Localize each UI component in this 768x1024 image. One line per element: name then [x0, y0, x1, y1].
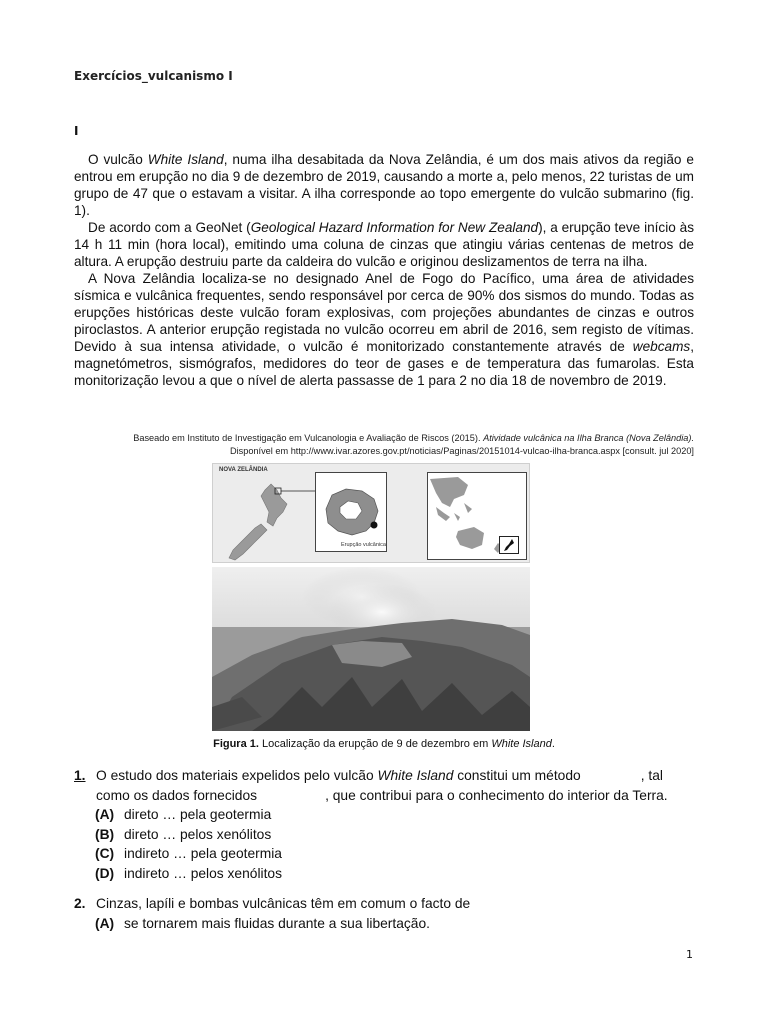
question-2-text: Cinzas, lapíli e bombas vulcânicas têm em comum o facto de — [96, 896, 471, 911]
option-letter: (A) — [95, 915, 115, 931]
location-map — [212, 463, 530, 563]
page-number: 1 — [686, 948, 693, 961]
paragraph-3 — [74, 270, 694, 389]
option-text: se tornarem mais fluidas durante a sua libertação. — [124, 915, 430, 931]
italic-term: webcams — [632, 339, 691, 354]
questions — [74, 766, 694, 933]
question-2 — [74, 894, 694, 914]
question-1-text-c: , tal como os dados fornecidos — [96, 768, 663, 803]
volcano-aerial-photo — [212, 567, 530, 731]
question-2-options — [74, 914, 694, 934]
question-1 — [74, 766, 694, 805]
option-text: indireto … pelos xenólitos — [124, 865, 282, 881]
text-run: ), a erupção teve início às 14 h 11 min (hora local), emitindo uma coluna de cinzas que atingiu várias centenas de metros de altura. A erupção destruiu parte da caldeira do vulcão e originou deslizamentos de terra na ilha. — [74, 220, 694, 269]
text-run: De acordo com a GeoNet ( — [88, 220, 251, 235]
option-1c[interactable] — [95, 844, 694, 864]
option-1d[interactable] — [95, 864, 694, 884]
option-letter: (B) — [95, 826, 115, 842]
white-island-map — [316, 473, 388, 553]
figure-caption — [74, 738, 694, 750]
text-run: A Nova Zelândia localiza-se no designado Anel de Fogo do Pacífico, uma área de atividades sísmica e vulcânica frequentes, sendo responsável por cerca de 90% dos sismos do mundo. Todas as erupções históricas deste vulcão foram explosivas, com projeções abundantes de cinzas e outros piroclastos. A anterior erupção registada no vulcão ocorreu em abril de 2016, sem registo de vítimas. Devido à sua intensa atividade, o vulcão é monitorizado constantemente através de — [74, 271, 694, 354]
volcano-photo-image — [212, 567, 530, 731]
document-title: Exercícios_vulcanismo I — [74, 69, 233, 83]
option-letter: (D) — [95, 865, 115, 881]
inset-caption: Erupção vulcânica — [341, 542, 386, 548]
paragraph-1 — [74, 151, 694, 219]
option-letter: (C) — [95, 846, 115, 861]
question-2-number: 2. — [74, 896, 86, 911]
italic-term: White Island — [147, 152, 224, 167]
figure-caption-end: . — [551, 738, 555, 750]
figure-1 — [212, 463, 530, 731]
source-title: Atividade vulcânica na Ilha Branca (Nova Zelândia). — [483, 433, 694, 443]
text-run: , magnetómetros, sismógrafos, medidores do teor de gases e de temperatura das fumarolas. Esta monitorização levou a que o nível de alerta passasse de 1 para 2 no dia 18 de novembro de 2019. — [74, 339, 694, 388]
question-1-text-b: constitui um método — [453, 768, 581, 783]
option-1b[interactable] — [95, 825, 694, 845]
paragraph-2 — [74, 219, 694, 270]
text-run: , numa ilha desabitada da Nova Zelândia, é um dos mais ativos da região e entrou em erupção no dia 9 de dezembro de 2019, causando a morte a, pelo menos, 22 turistas de um grupo de 47 que o estavam a visitar. A ilha corresponde ao topo emergente do vulcão submarino (fig. 1). — [74, 152, 694, 218]
option-text: indireto … pela geotermia — [124, 846, 282, 861]
source-url: Disponível em http://www.ivar.azores.gov.pt/noticias/Paginas/20151014-vulcao-ilha-branca.aspx [consult. jul 2020] — [229, 446, 694, 456]
section-number: I — [74, 124, 79, 138]
question-1-text-a: O estudo dos materiais expelidos pelo vulcão — [96, 768, 378, 783]
text-run: O vulcão — [88, 152, 148, 167]
eruption-point-icon — [371, 522, 378, 529]
white-island-inset — [315, 472, 387, 552]
figure-caption-text: Localização da erupção de 9 de dezembro em — [258, 738, 492, 750]
nz-locator-icon — [499, 536, 519, 554]
figure-caption-label: Figura 1. — [213, 738, 259, 750]
question-1-italic: White Island — [377, 768, 454, 783]
option-1a[interactable] — [95, 805, 694, 825]
question-1-text-d: , que contribui para o conhecimento do interior da Terra. — [325, 787, 668, 803]
source-prefix: Baseado em Instituto de Investigação em Vulcanologia e Avaliação de Riscos (2015). — [133, 433, 484, 443]
option-2a[interactable] — [95, 914, 694, 934]
figure-caption-italic: White Island — [491, 738, 552, 750]
option-text: direto … pela geotermia — [124, 807, 272, 822]
italic-term: Geological Hazard Information for New Zealand — [250, 220, 539, 235]
question-1-number: 1. — [74, 768, 86, 783]
map-label: NOVA ZELÂNDIA — [219, 467, 268, 473]
source-reference — [74, 432, 694, 458]
option-letter: (A) — [95, 807, 115, 822]
body-text — [74, 151, 694, 389]
question-1-options — [74, 805, 694, 883]
option-text: direto … pelos xenólitos — [124, 826, 272, 842]
